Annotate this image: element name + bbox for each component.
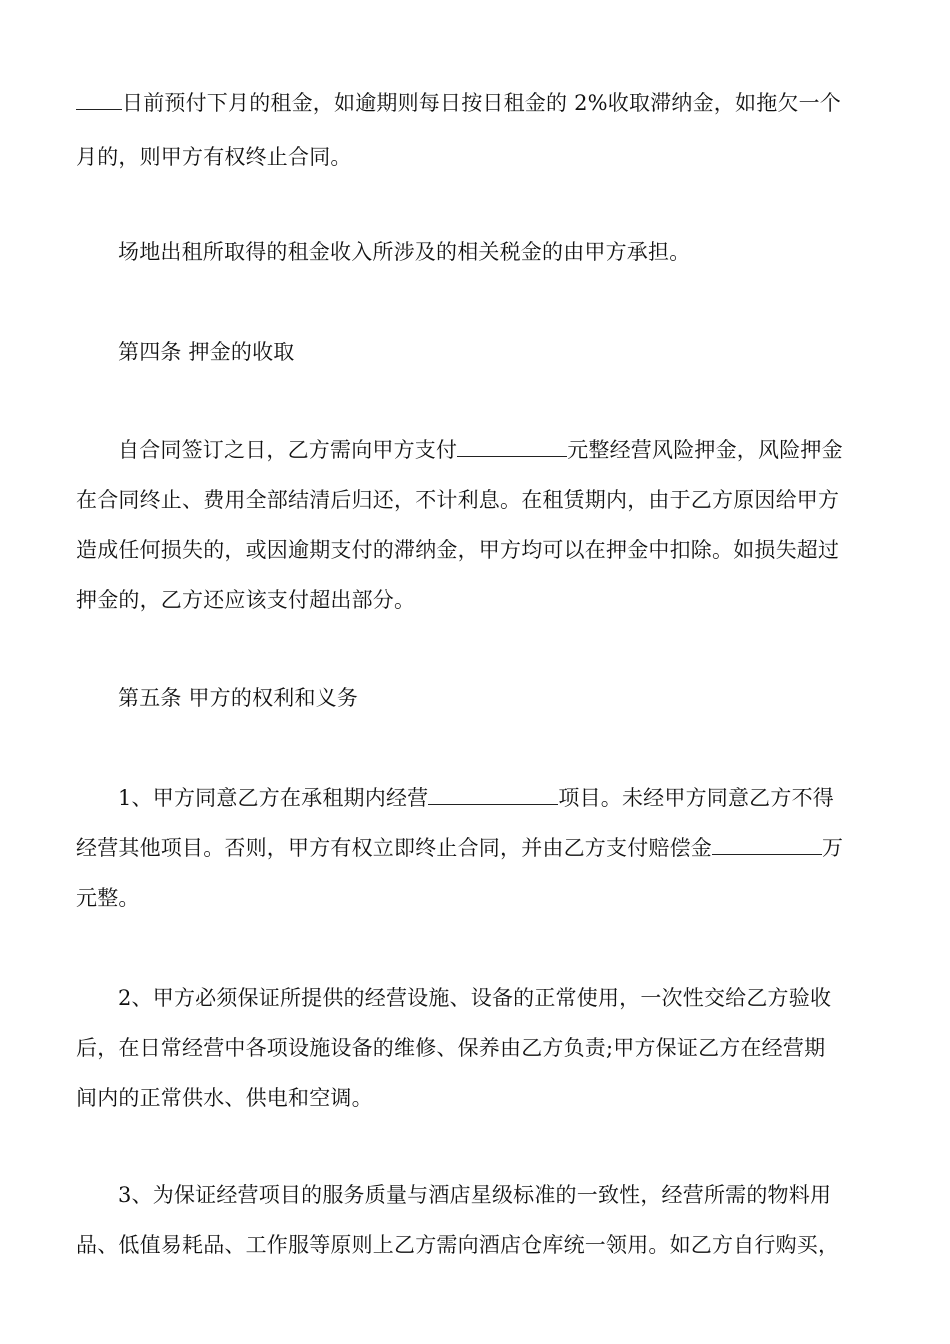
article-5-item-1-line-3: 元整。 (76, 886, 140, 910)
text-segment: 元整经营风险押金，风险押金 (567, 438, 843, 462)
article-5-heading: 第五条 甲方的权利和义务 (118, 686, 359, 710)
article-5-item-2-line-3: 间内的正常供水、供电和空调。 (76, 1086, 373, 1110)
article-4-line-3: 造成任何损失的，或因逾期支付的滞纳金，甲方均可以在押金中扣除。如损失超过 (76, 538, 840, 562)
article-5-item-1-line-1 (118, 783, 834, 813)
article-4-line-4: 押金的，乙方还应该支付超出部分。 (76, 588, 416, 612)
text-segment: 经营其他项目。否则，甲方有权立即终止合同，并由乙方支付赔偿金 (76, 836, 712, 860)
article-5-item-2-line-1: 2、甲方必须保证所提供的经营设施、设备的正常使用，一次性交给乙方验收 (118, 986, 832, 1010)
paragraph-1-line-1 (76, 88, 841, 118)
article-4-heading: 第四条 押金的收取 (118, 340, 295, 364)
article-5-item-2-line-2: 后，在日常经营中各项设施设备的维修、保养由乙方负责;甲方保证乙方在经营期 (76, 1036, 826, 1060)
article-4-line-1 (118, 435, 843, 465)
text-segment: 日前预付下月的租金，如逾期则每日按日租金的 2%收取滞纳金，如拖欠一个 (122, 91, 841, 115)
text-segment: 自合同签订之日，乙方需向甲方支付 (118, 438, 458, 462)
text-segment: 万 (822, 836, 844, 860)
text-segment: 1、甲方同意乙方在承租期内经营 (118, 786, 429, 810)
business-project-blank (428, 786, 558, 805)
article-5-item-1-line-2 (76, 833, 843, 863)
paragraph-1-line-2: 月的，则甲方有权终止合同。 (76, 145, 352, 169)
paragraph-2-line-1: 场地出租所取得的租金收入所涉及的相关税金的由甲方承担。 (118, 240, 691, 264)
fill-in-blank (76, 91, 122, 110)
text-segment: 项目。未经甲方同意乙方不得 (558, 786, 834, 810)
article-5-item-3-line-1: 3、为保证经营项目的服务质量与酒店星级标准的一致性，经营所需的物料用 (118, 1183, 832, 1207)
article-4-line-2: 在合同终止、费用全部结清后归还，不计利息。在租赁期内，由于乙方原因给甲方 (76, 488, 840, 512)
deposit-amount-blank (457, 438, 567, 457)
compensation-amount-blank (712, 836, 822, 855)
article-5-item-3-line-2: 品、低值易耗品、工作服等原则上乙方需向酒店仓库统一领用。如乙方自行购买， (76, 1233, 840, 1257)
